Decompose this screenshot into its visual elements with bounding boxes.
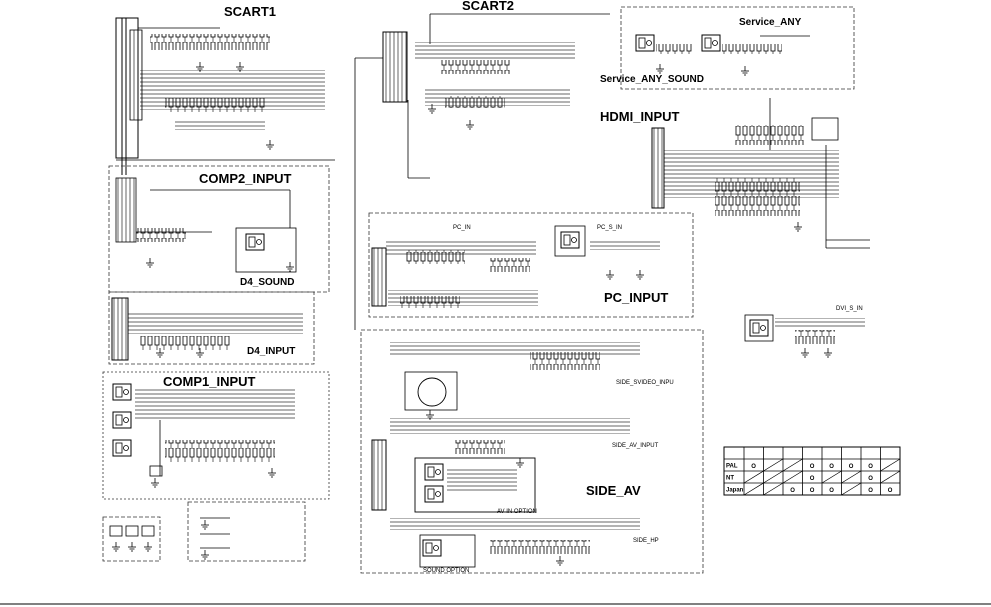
table-cell-empty xyxy=(764,471,784,483)
table-cell-empty xyxy=(842,471,862,483)
sound-option-label: SOUND OPTION xyxy=(423,568,470,574)
table-cell-empty xyxy=(881,471,901,483)
table-cell-empty xyxy=(842,483,862,495)
table-cell: O xyxy=(809,488,815,494)
comp2-input-block xyxy=(109,166,329,292)
table-cell-empty xyxy=(822,471,842,483)
table-cell: O xyxy=(809,464,815,470)
table-cell: O xyxy=(868,476,873,482)
side-svideo-input-label: SIDE_SVIDEO_INPU xyxy=(616,380,674,386)
side-av-block xyxy=(361,330,703,574)
scart1-block xyxy=(116,4,335,175)
d4-sound-title: D4_SOUND xyxy=(240,277,295,288)
table-cell: O xyxy=(790,488,795,494)
table-row-label: NT xyxy=(726,475,734,482)
comp1-input-block xyxy=(103,372,329,499)
hdmi-input-block xyxy=(600,98,870,248)
pc-input-block xyxy=(369,213,693,317)
service-any-sound-title: Service_ANY_SOUND xyxy=(600,74,704,85)
comp2-input-title: COMP2_INPUT xyxy=(199,171,292,186)
table-cell: O xyxy=(868,464,873,470)
scart2-title: SCART2 xyxy=(462,0,515,13)
table-cell-empty xyxy=(783,459,803,471)
option-table xyxy=(724,447,900,495)
table-cell-empty xyxy=(783,471,803,483)
table-row-label: Japan xyxy=(726,487,744,494)
table-cell: O xyxy=(887,488,893,494)
hdmi-input-title: HDMI_INPUT xyxy=(600,109,680,124)
table-cell-empty xyxy=(744,483,764,495)
comp1-input-title: COMP1_INPUT xyxy=(163,374,256,389)
side-av-input-label: SIDE_AV_INPUT xyxy=(612,443,659,449)
av-option-label: AV IN OPTION xyxy=(497,509,537,515)
table-cell: O xyxy=(868,488,873,494)
table-row-label: PAL xyxy=(726,463,738,470)
dvi-s-in-block xyxy=(745,306,865,357)
power-blocks xyxy=(103,502,305,561)
dvi-s-in-label: DVI_S_IN xyxy=(836,306,863,312)
table-cell: O xyxy=(829,488,834,494)
pc-in-label: PC_IN xyxy=(453,225,471,231)
table-cell-empty xyxy=(744,471,764,483)
table-cell: O xyxy=(829,464,834,470)
scart1-title: SCART1 xyxy=(224,4,277,19)
d4-input-title: D4_INPUT xyxy=(247,346,296,357)
side-hp-label: SIDE_HP xyxy=(633,538,659,544)
service-any-title: Service_ANY xyxy=(739,17,802,28)
d4-input-block xyxy=(109,292,314,364)
service-any-block xyxy=(600,7,854,89)
scart2-block xyxy=(355,0,610,330)
table-cell: O xyxy=(809,476,815,482)
table-cell: O xyxy=(751,464,756,470)
pc-input-title: PC_INPUT xyxy=(604,290,669,305)
side-av-title: SIDE_AV xyxy=(586,483,641,498)
table-cell-empty xyxy=(764,459,784,471)
table-cell-empty xyxy=(881,459,901,471)
pc-s-in-label: PC_S_IN xyxy=(597,225,623,231)
table-cell: O xyxy=(848,464,854,470)
table-cell-empty xyxy=(764,483,784,495)
